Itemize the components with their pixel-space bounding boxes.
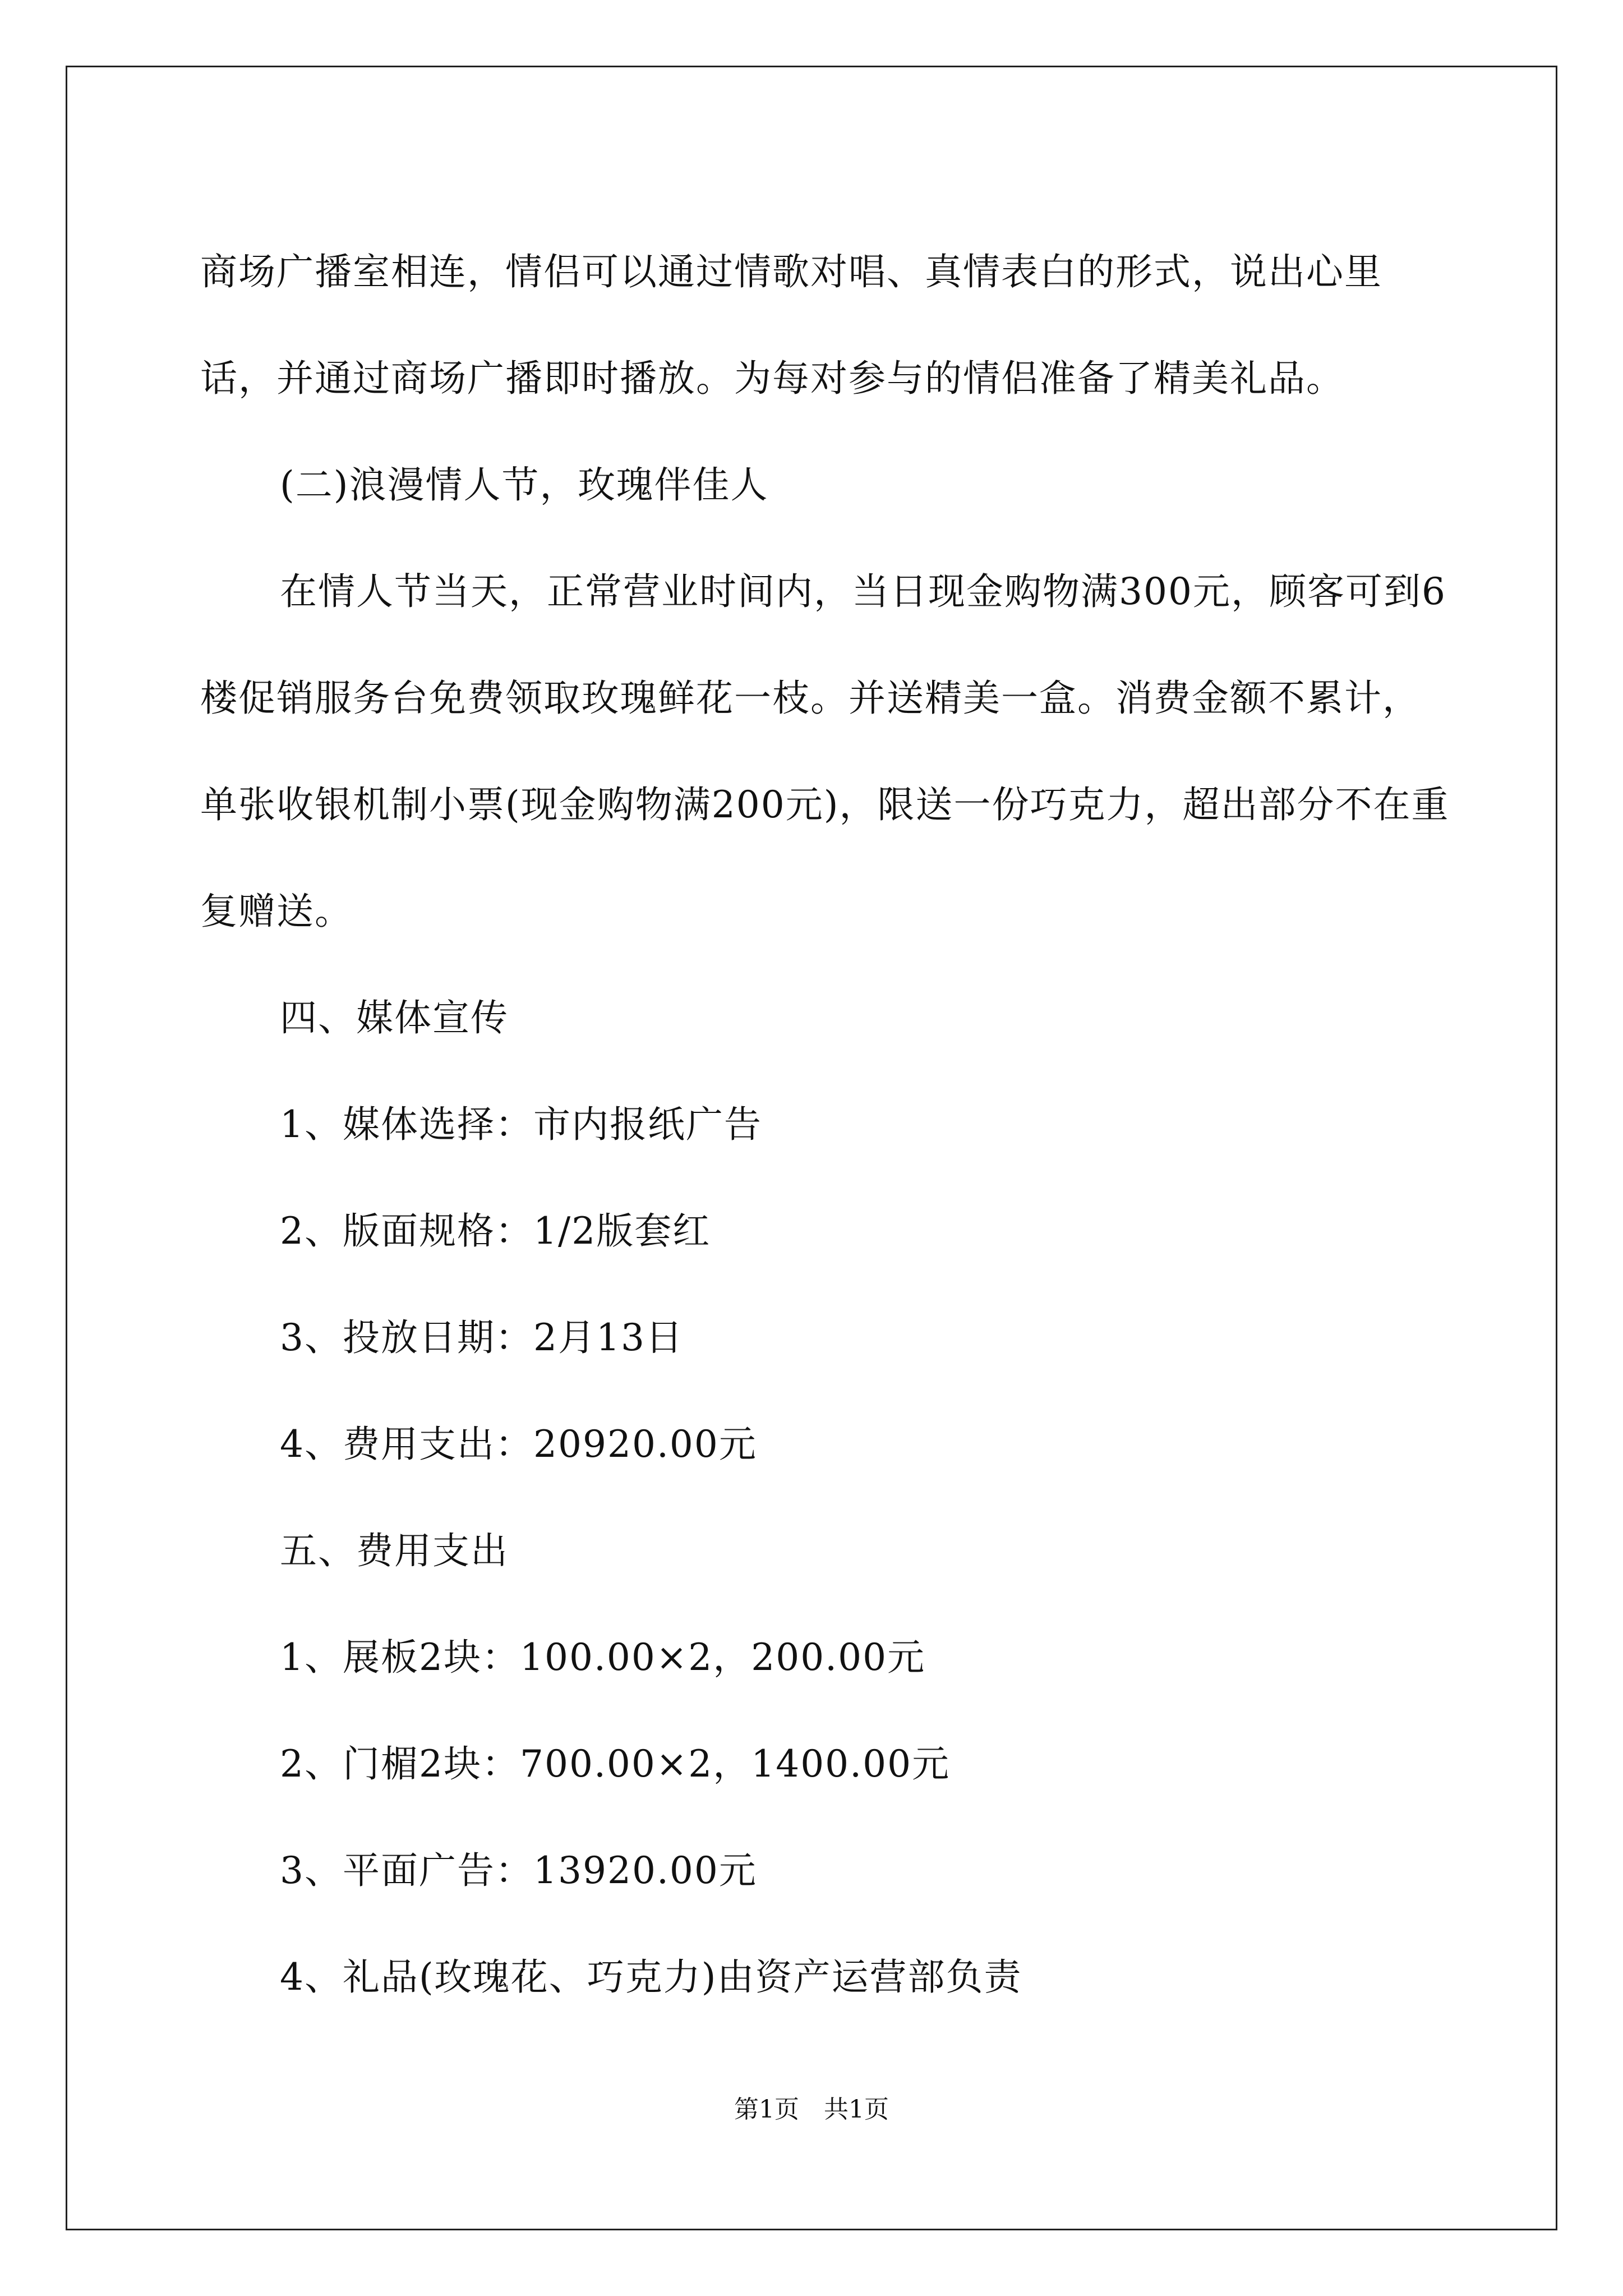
paragraph: 商场广播室相连，情侣可以通过情歌对唱、真情表白的形式，说出心里话，并通过商场广播即时播放。为每对参与的情侣准备了精美礼品。 [200,250,1382,400]
document-body [200,219,1456,2031]
list-item: 1、媒体选择：市内报纸广告 [280,1103,762,1146]
paragraph: 在情人节当天，正常营业时间内，当日现金购物满300元，顾客可到6楼促销服务台免费领取玫瑰鲜花一枝。并送精美一盒。消费金额不累计，单张收银机制小票(现金购物满200元)，限送一份巧克力，超出部分不在重复赠送。 [200,570,1450,933]
list-item: 1、展板2块：100.00×2，200.00元 [280,1636,926,1679]
list-item: 4、礼品(玫瑰花、巧克力)由资产运营部负责 [280,1955,1022,1999]
list-item: 4、费用支出：20920.00元 [280,1423,757,1466]
list-item: 2、版面规格：1/2版套红 [280,1209,711,1253]
list-item: 2、门楣2块：700.00×2，1400.00元 [280,1742,951,1786]
section-heading: (二)浪漫情人节，玫瑰伴佳人 [280,463,769,507]
section-heading: 五、费用支出 [280,1529,509,1572]
page-footer: 第1页 共1页 [734,2095,889,2124]
list-item: 3、投放日期：2月13日 [280,1316,684,1359]
section-heading: 四、媒体宣传 [280,996,509,1039]
list-item: 3、平面广告：13920.00元 [280,1849,757,1892]
